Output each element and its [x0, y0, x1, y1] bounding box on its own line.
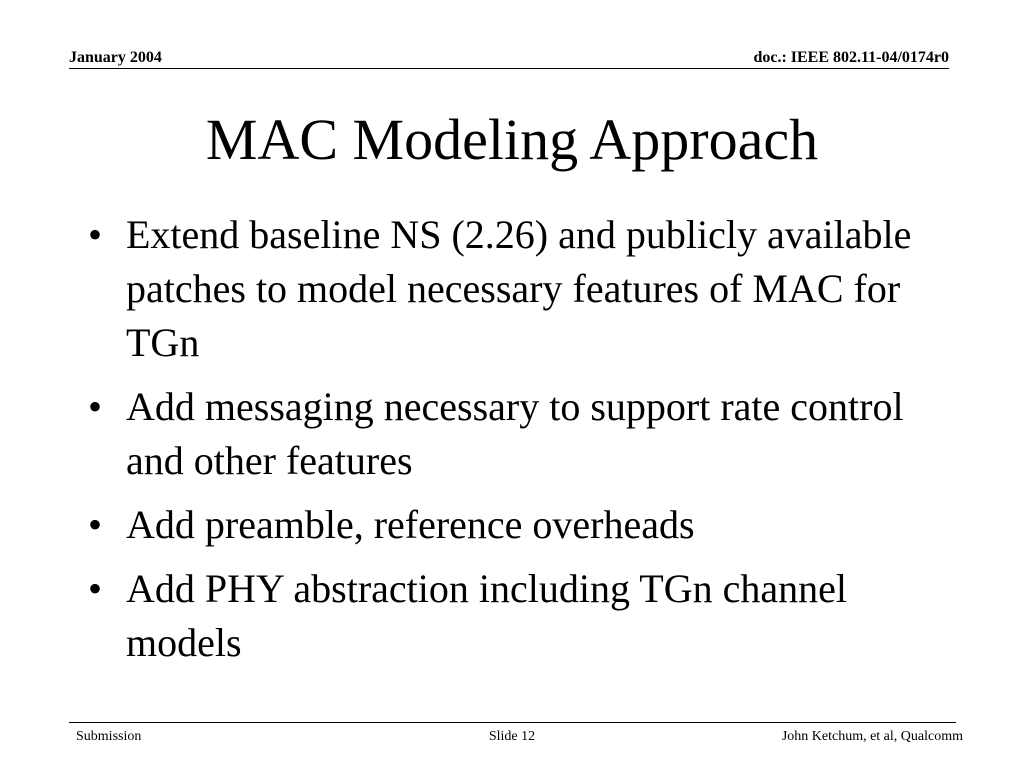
header-doc-id: doc.: IEEE 802.11-04/0174r0: [753, 49, 949, 66]
bullet-marker: •: [88, 502, 103, 547]
bullet-text: Extend baseline NS (2.26) and publicly available patches to model necessary features of MAC for TGn: [126, 212, 912, 365]
header-date: January 2004: [69, 49, 162, 66]
bullet-list: [88, 208, 918, 680]
header-divider: [69, 68, 949, 69]
bullet-item-1: [88, 208, 918, 370]
bullet-marker: •: [88, 212, 103, 257]
footer-submission: Submission: [76, 729, 142, 744]
bullet-text: Add PHY abstraction including TGn channel models: [126, 566, 847, 665]
slide-title: MAC Modeling Approach: [205, 107, 819, 172]
bullet-text: Add messaging necessary to support rate control and other features: [126, 384, 904, 483]
bullet-text: Add preamble, reference overheads: [126, 502, 695, 547]
bullet-item-2: [88, 380, 918, 488]
footer-slide-number: Slide 12: [488, 729, 536, 744]
footer-divider: [69, 722, 956, 723]
footer-author: John Ketchum, et al, Qualcomm: [781, 729, 963, 744]
bullet-marker: •: [88, 566, 103, 611]
bullet-item-4: [88, 562, 918, 670]
bullet-marker: •: [88, 384, 103, 429]
bullet-item-3: [88, 498, 918, 552]
